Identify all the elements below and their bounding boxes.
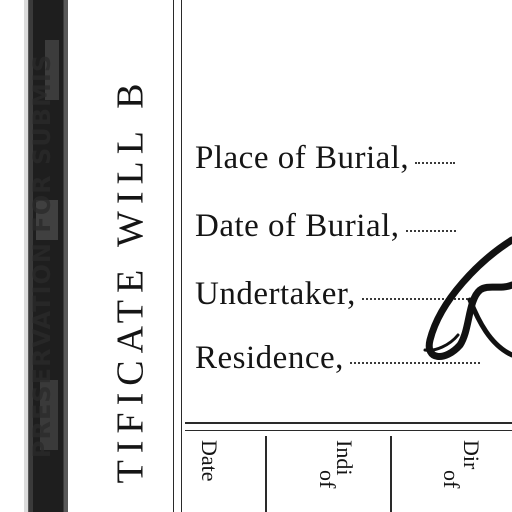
- column-header-indi: [332, 440, 390, 512]
- residence-label: Residence,: [195, 340, 344, 376]
- column-dir-of-label: of: [438, 470, 464, 489]
- table-top-rule-thin: [185, 430, 512, 431]
- table-top-rule: [185, 422, 512, 424]
- undertaker-label: Undertaker,: [195, 276, 356, 312]
- column-date-label: Date: [197, 440, 223, 482]
- table-column-divider-2: [390, 436, 392, 512]
- column-header-dir: [459, 440, 512, 512]
- column-indi-of-label: of: [314, 470, 340, 489]
- column-header-indi-of: [314, 440, 364, 512]
- date-of-burial-label: Date of Burial,: [195, 208, 400, 244]
- table-column-divider-1: [265, 436, 267, 512]
- certificate-text-label: TIFICATE WILL B: [109, 76, 152, 484]
- stamp-text-label: PRESERVATION FOR SUBMIS: [28, 53, 57, 459]
- place-of-burial-label: Place of Burial,: [195, 140, 410, 176]
- column-indi-label: Indi: [332, 440, 358, 476]
- column-header-date: [197, 440, 258, 512]
- column-dir-label: Dir: [459, 440, 485, 470]
- column-header-dir-of: [438, 440, 488, 512]
